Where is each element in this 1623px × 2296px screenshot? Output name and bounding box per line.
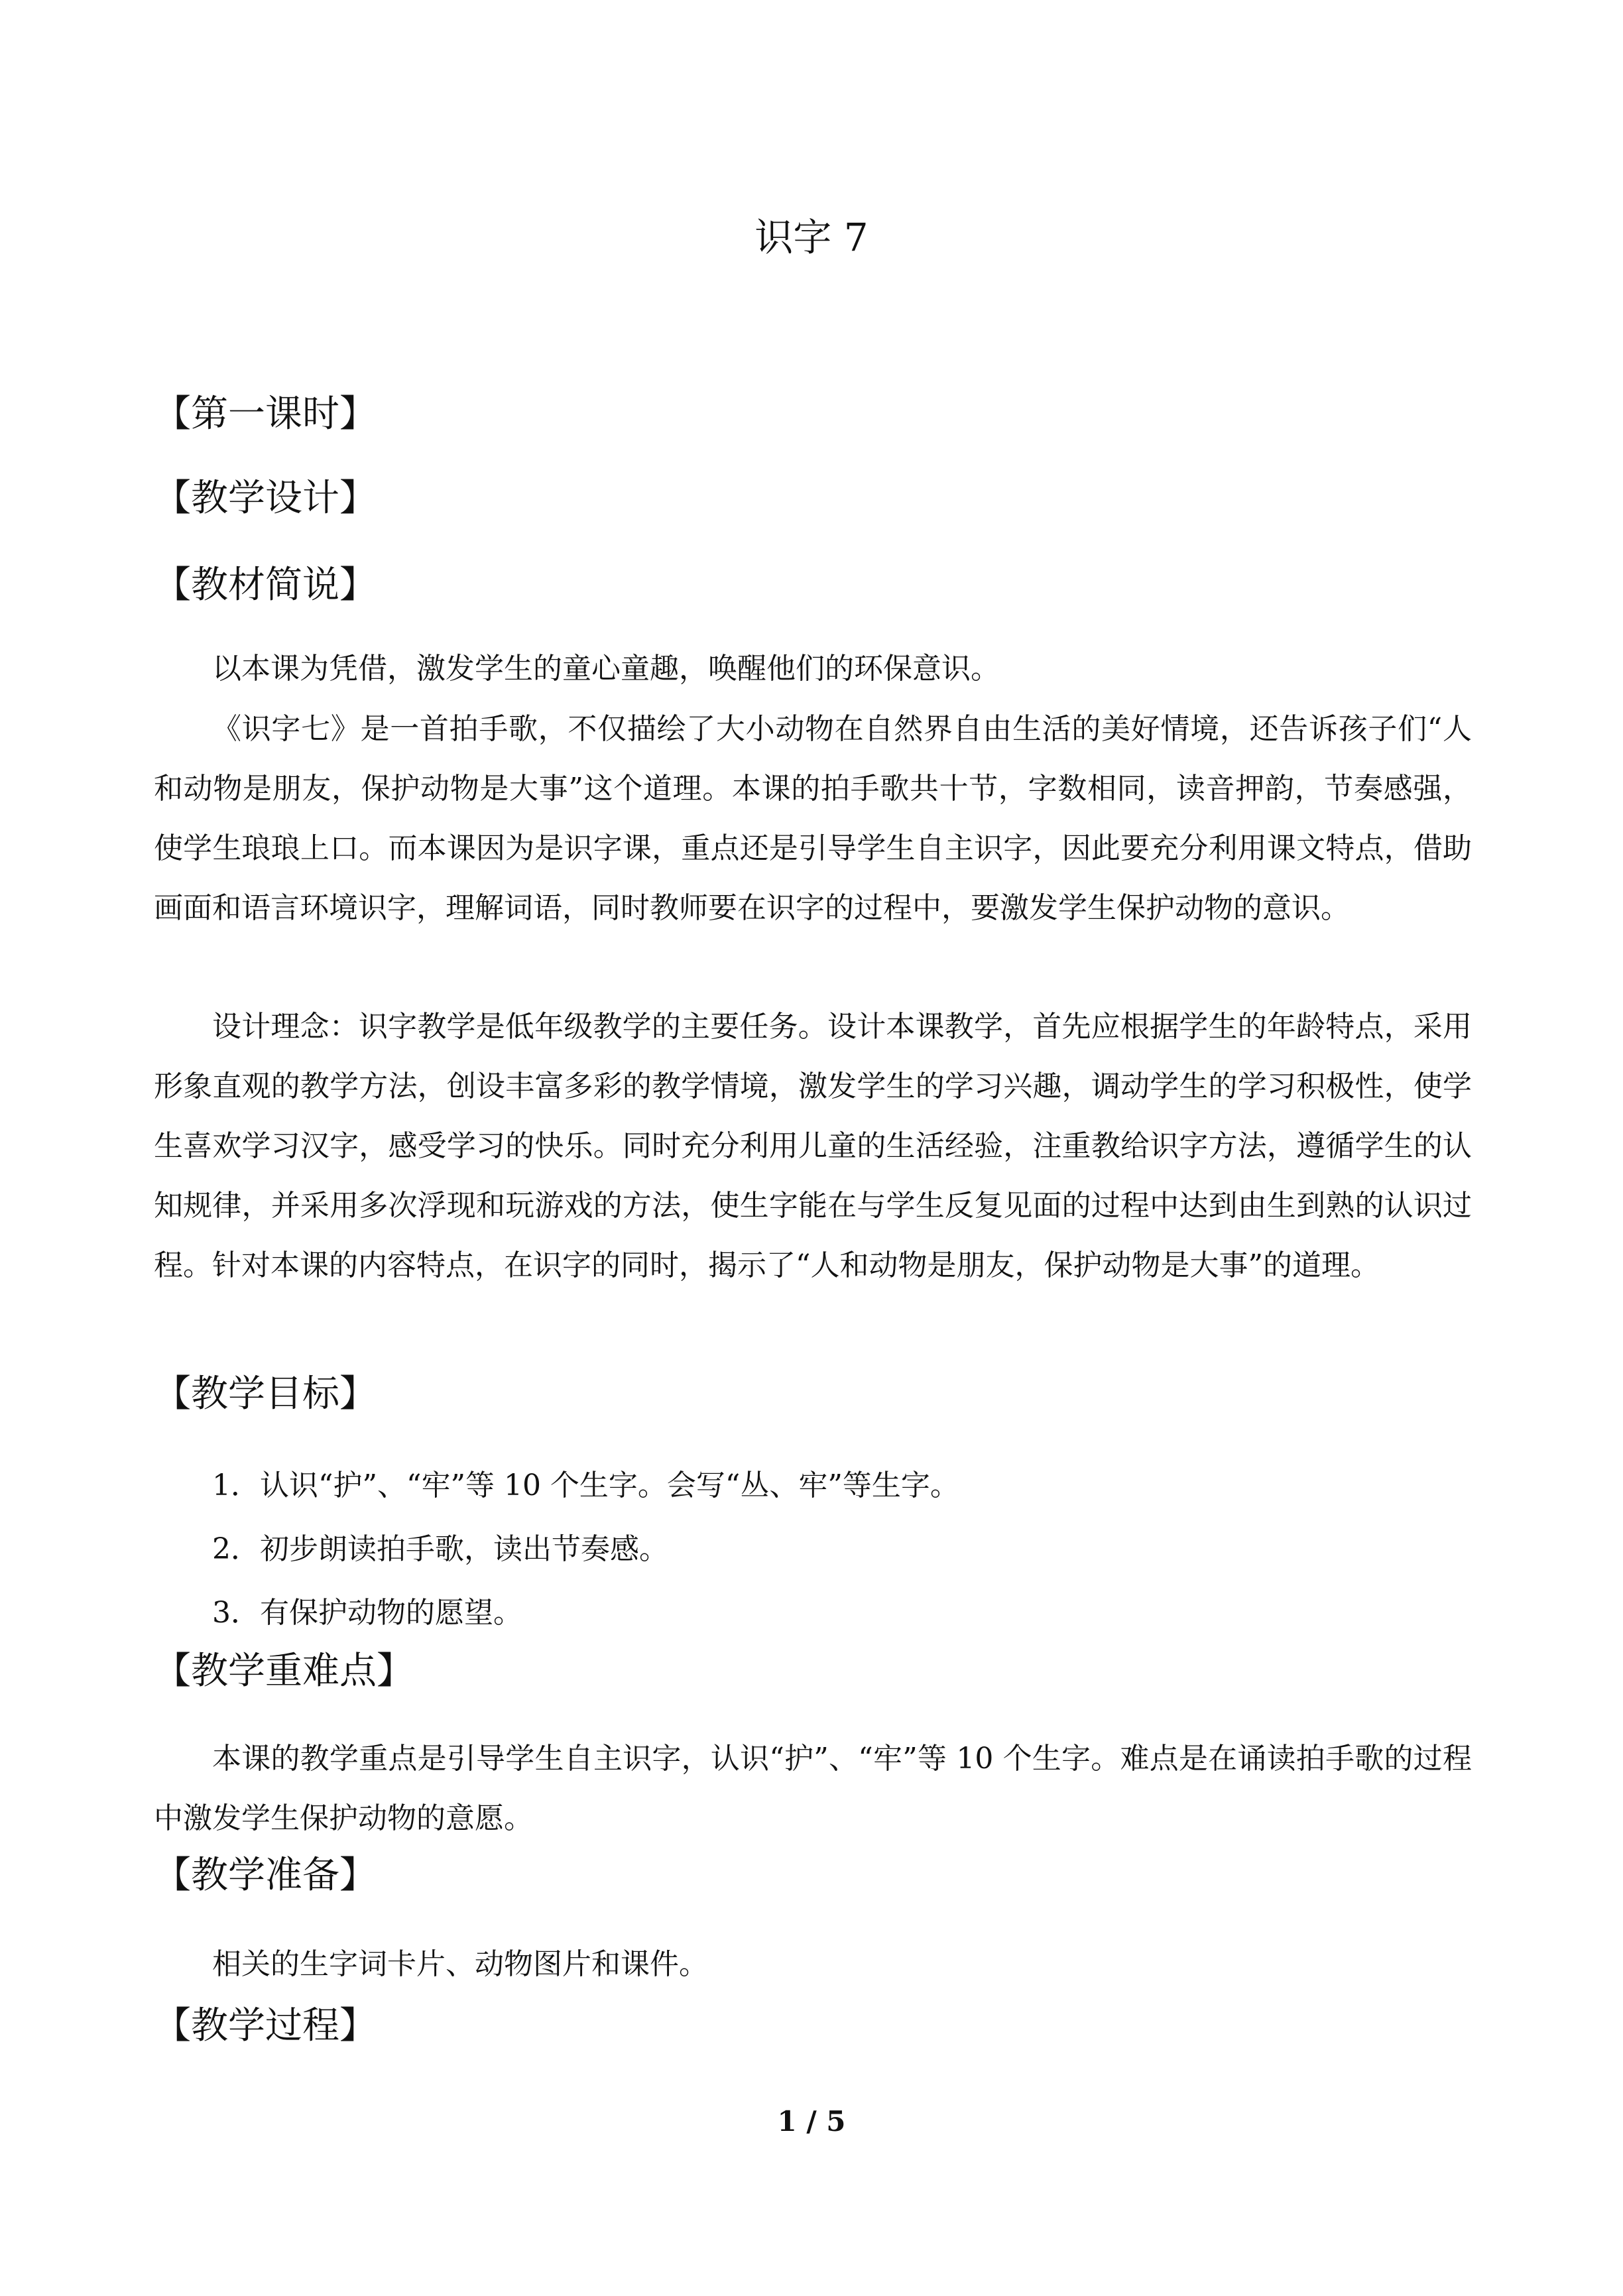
heading-key-difficult-points: 【教学重难点】	[154, 1650, 414, 1693]
document-title: 识字 7	[754, 215, 869, 260]
design-concept-paragraph: 设计理念：识字教学是低年级教学的主要任务。设计本课教学，首先应根据学生的年龄特点，采用形象直观的教学方法，创设丰富多彩的教学情境，激发学生的学习兴趣，调动学生的学习积极性，使学生喜欢学习汉字，感受学习的快乐。同时充分利用儿童的生活经验，注重教给识字方法，遵循学生的认知规律，并采用多次浮现和玩游戏的方法，使生字能在与学生反复见面的过程中达到由生到熟的认识过程。针对本课的内容特点，在识字的同时，揭示了“人和动物是朋友，保护动物是大事”的道理。	[154, 1010, 1472, 1282]
key-points-paragraph: 本课的教学重点是引导学生自主识字，认识“护”、“牢”等 10 个生字。难点是在诵读拍手歌的过程中激发学生保护动物的意愿。	[154, 1742, 1472, 1835]
heading-teaching-goals: 【教学目标】	[154, 1372, 377, 1416]
goal-item: 1．认识“护”、“牢”等 10 个生字。会写“丛、牢”等生字。	[212, 1469, 959, 1502]
page-number: 1 / 5	[777, 2105, 846, 2138]
goals-list	[212, 1454, 959, 1645]
heading-teaching-design: 【教学设计】	[154, 477, 377, 520]
heading-teaching-process: 【教学过程】	[154, 2004, 377, 2047]
goal-item: 2．初步朗读拍手歌，读出节奏感。	[212, 1532, 668, 1566]
goal-item: 3．有保护动物的愿望。	[212, 1596, 522, 1630]
heading-lesson-period: 【第一课时】	[154, 393, 377, 436]
heading-material-intro: 【教材简说】	[154, 564, 377, 607]
heading-teaching-preparation: 【教学准备】	[154, 1854, 377, 1897]
material-paragraph: 以本课为凭借，激发学生的童心童趣，唤醒他们的环保意识。	[212, 652, 1000, 686]
material-paragraph: 《识字七》是一首拍手歌，不仅描绘了大小动物在自然界自由生活的美好情境，还告诉孩子们“人和动物是朋友，保护动物是大事”这个道理。本课的拍手歌共十节，字数相同，读音押韵，节奏感强，使学生琅琅上口。而本课因为是识字课，重点还是引导学生自主识字，因此要充分利用课文特点，借助画面和语言环境识字，理解词语，同时教师要在识字的过程中，要激发学生保护动物的意识。	[154, 712, 1472, 925]
preparation-paragraph: 相关的生字词卡片、动物图片和课件。	[212, 1947, 708, 1981]
